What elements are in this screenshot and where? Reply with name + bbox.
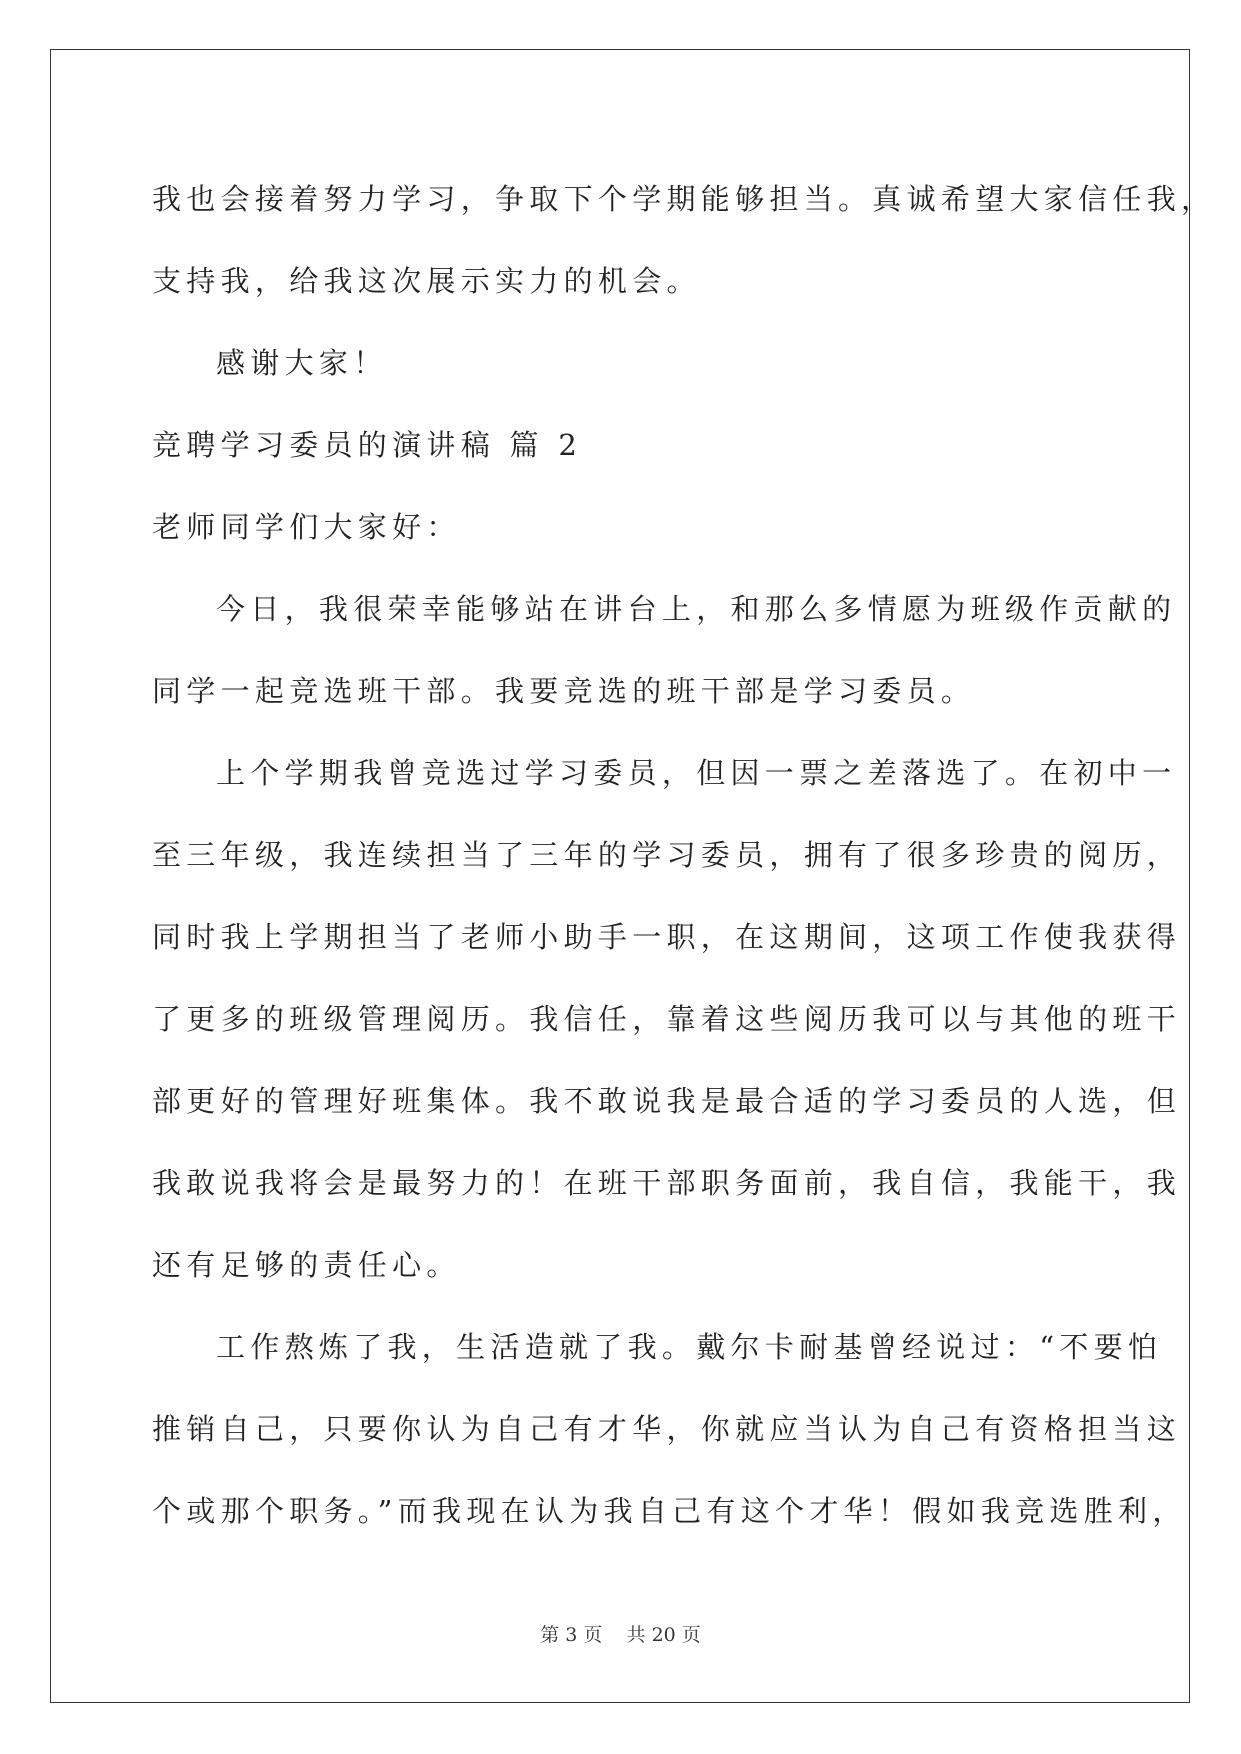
text-line: 我也会接着努力学习，争取下个学期能够担当。真诚希望大家信任我，	[152, 182, 1216, 216]
text-line: 推销自己，只要你认为自己有才华，你就应当认为自己有资格担当这	[152, 1412, 1182, 1446]
text-line: 工作熬炼了我，生活造就了我。戴尔卡耐基曾经说过：“不要怕	[216, 1330, 1163, 1364]
text-line: 感谢大家！	[216, 346, 388, 380]
text-line: 我敢说我将会是最努力的！在班干部职务面前，我自信，我能干，我	[152, 1166, 1182, 1200]
text-line: 同时我上学期担当了老师小助手一职，在这期间，这项工作使我获得	[152, 920, 1182, 954]
text-line: 至三年级，我连续担当了三年的学习委员，拥有了很多珍贵的阅历，	[152, 838, 1182, 872]
text-line: 今日，我很荣幸能够站在讲台上，和那么多情愿为班级作贡献的	[216, 592, 1177, 626]
text-line: 支持我，给我这次展示实力的机会。	[152, 264, 701, 298]
text-line: 了更多的班级管理阅历。我信任，靠着这些阅历我可以与其他的班干	[152, 1002, 1182, 1036]
text-line: 还有足够的责任心。	[152, 1248, 461, 1282]
section-heading: 竞聘学习委员的演讲稿 篇 2	[152, 428, 583, 462]
text-line: 同学一起竞选班干部。我要竞选的班干部是学习委员。	[152, 674, 976, 708]
text-line: 个或那个职务。”而我现在认为我自己有这个才华！假如我竞选胜利，	[152, 1494, 1187, 1528]
salutation: 老师同学们大家好：	[152, 510, 461, 544]
text-line: 部更好的管理好班集体。我不敢说我是最合适的学习委员的人选，但	[152, 1084, 1182, 1118]
page-footer: 第 3 页 共 20 页	[540, 1624, 701, 1646]
text-line: 上个学期我曾竞选过学习委员，但因一票之差落选了。在初中一	[216, 756, 1177, 790]
document-body	[152, 158, 1216, 1552]
